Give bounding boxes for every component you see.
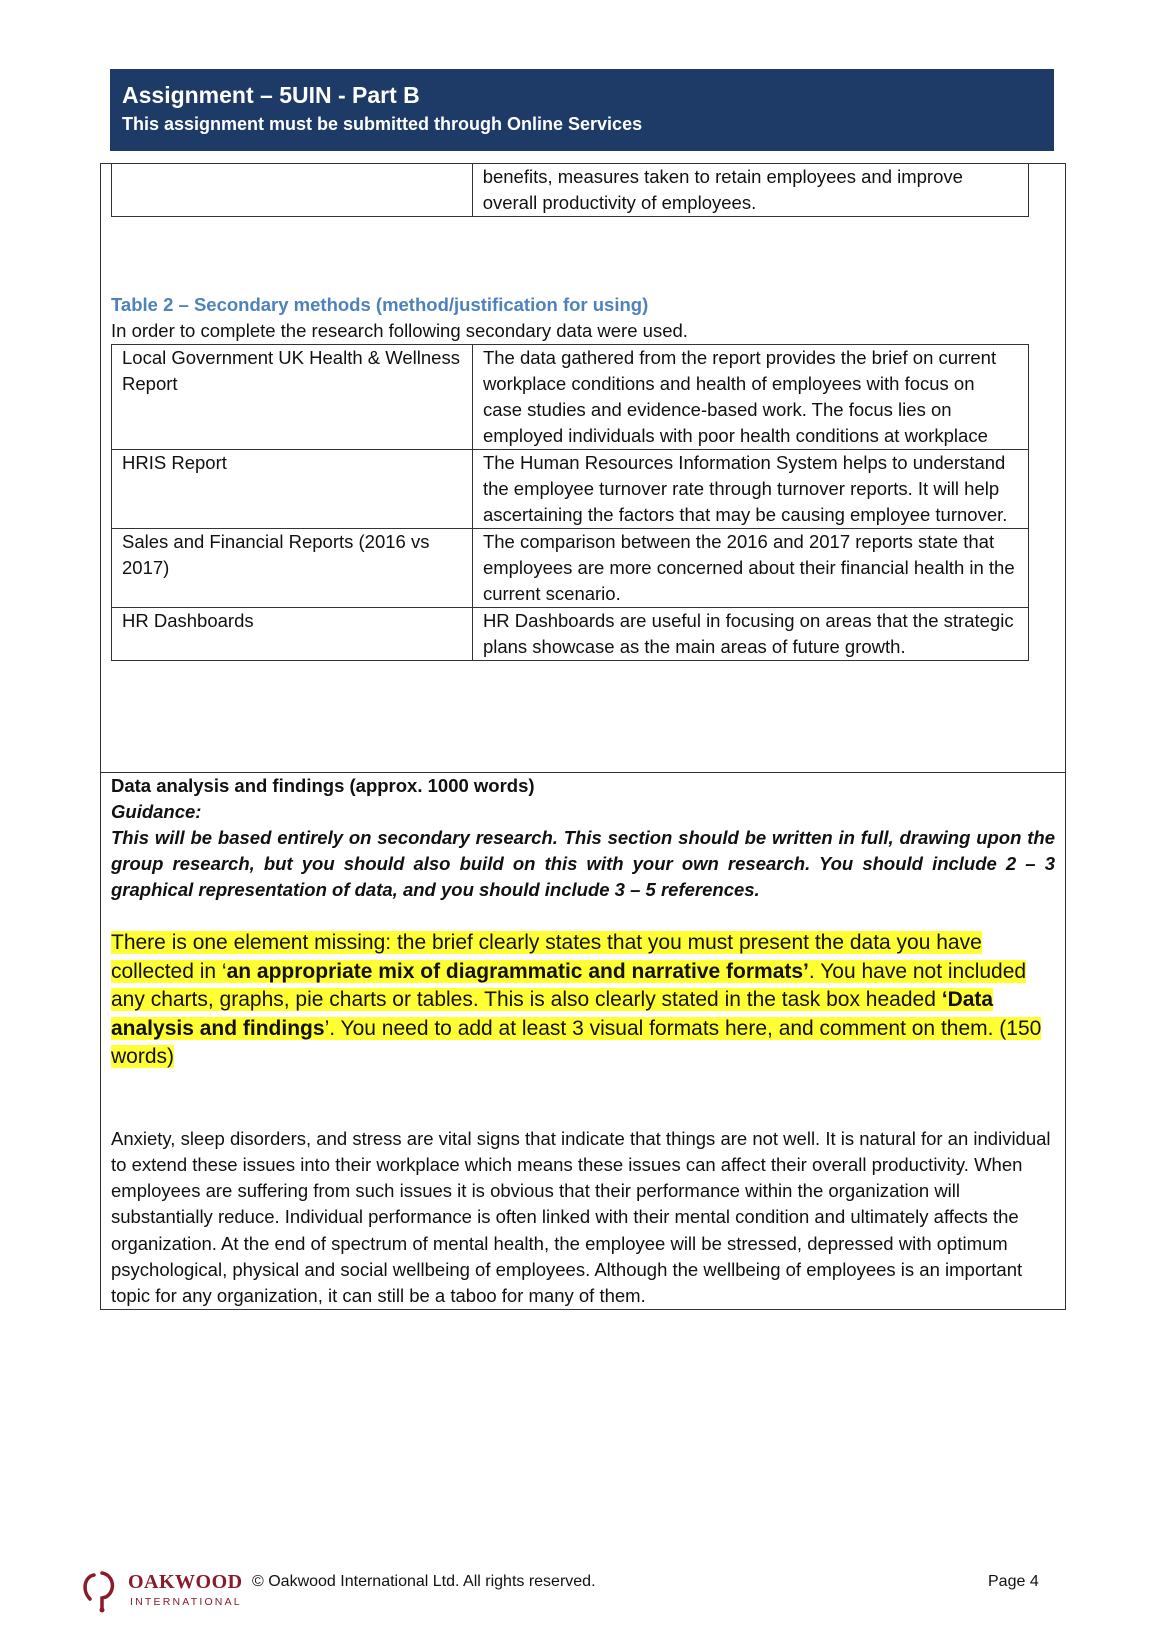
secondary-methods-table [111, 344, 1029, 661]
guidance-label: Guidance: [111, 801, 202, 822]
oakwood-logo-icon [80, 1569, 120, 1613]
body-paragraph: Anxiety, sleep disorders, and stress are vital signs that indicate that things are not well. It is natural for an individual to extend these issues into their workplace which means these issues can affect their overall productivity. When employees are suffering from such issues it is obvious that their performance within the organization will substantially reduce. Individual performance is often linked with their mental condition and ultimately affects the organization. At the end of spectrum of mental health, the employee will be stressed, depressed with optimum psychological, physical and social wellbeing of employees. Although the wellbeing of employees is an important topic for any organization, it can still be a taboo for many of them. [111, 1127, 1051, 1307]
method-cell: Sales and Financial Reports (2016 vs 2017) [112, 529, 473, 608]
assignment-subtitle: This assignment must be submitted through Online Services [122, 114, 643, 134]
feedback-text: There is one element missing: the brief clearly states that you must present the data you have collected in ‘ [111, 931, 982, 983]
oakwood-logo [80, 1569, 243, 1613]
table-row [112, 450, 1029, 529]
table-intro: In order to complete the research following secondary data were used. [111, 320, 688, 341]
page-number: Page 4 [988, 1573, 1039, 1590]
table-row [112, 529, 1029, 608]
page-footer [80, 1565, 1040, 1615]
logo-subtitle: INTERNATIONAL [130, 1596, 242, 1608]
table-row [112, 608, 1029, 661]
table-cell: benefits, measures taken to retain employees and improve overall productivity of employees. [472, 164, 1028, 217]
copyright-text: © Oakwood International Ltd. All rights reserved. [252, 1573, 596, 1590]
assignment-title: Assignment – 5UIN - Part B [122, 82, 420, 108]
table-caption: Table 2 – Secondary methods (method/justification for using) [111, 294, 649, 315]
feedback-text: ’. You need to add at least 3 visual formats here, and comment on them. (150 words) [111, 1016, 1042, 1068]
tutor-feedback [111, 929, 1055, 1072]
table-row [112, 164, 1029, 217]
guidance-text: This will be based entirely on secondary research. This section should be written in full, drawing upon the group research, but you should also build on this with your own research. You should include 2 – 3 graphical representation of data, and you should include 3 – 5 references. [111, 827, 1055, 900]
analysis-section [111, 773, 1055, 1310]
method-cell: HR Dashboards [112, 608, 473, 661]
feedback-emphasis: an appropriate mix of diagrammatic and narrative formats’ [226, 959, 809, 983]
justification-cell: The data gathered from the report provides the brief on current workplace conditions and health of employees with focus on case studies and evidence-based work. The focus lies on employed individuals with poor health conditions at workplace [472, 345, 1028, 450]
content-frame [100, 163, 1066, 1310]
method-cell: Local Government UK Health & Wellness Report [112, 345, 473, 450]
justification-cell: The comparison between the 2016 and 2017 reports state that employees are more concerned about their financial health in the current scenario. [472, 529, 1028, 608]
continued-table [111, 163, 1029, 217]
justification-cell: HR Dashboards are useful in focusing on areas that the strategic plans showcase as the main areas of future growth. [472, 608, 1028, 661]
feedback-text: . You have not included any charts, graphs, pie charts or tables. This is also clearly stated in the task box headed [111, 959, 1027, 1011]
table-cell [112, 164, 473, 217]
logo-wordmark: OAKWOOD [128, 1571, 243, 1593]
table-row [112, 345, 1029, 450]
method-cell: HRIS Report [112, 450, 473, 529]
section-heading: Data analysis and findings (approx. 1000 words) [111, 775, 535, 796]
assignment-banner [110, 69, 1054, 151]
feedback-emphasis: ‘Data analysis and findings [111, 988, 994, 1040]
justification-cell: The Human Resources Information System helps to understand the employee turnover rate through turnover reports. It will help ascertaining the factors that may be causing employee turnover. [472, 450, 1028, 529]
